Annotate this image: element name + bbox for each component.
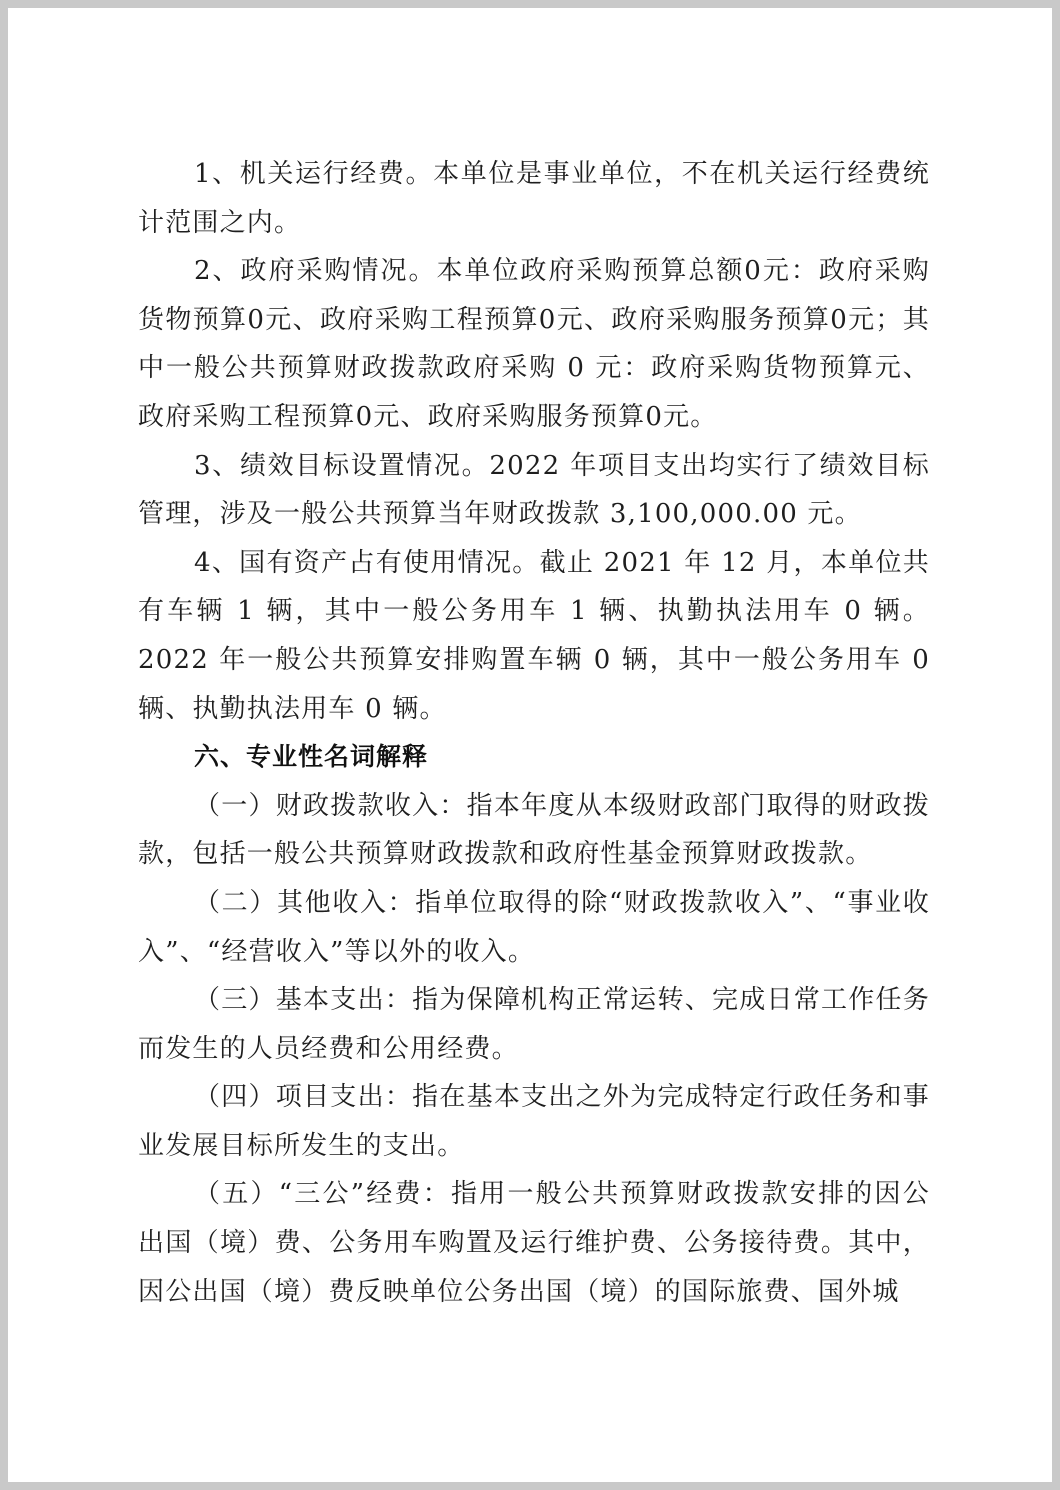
- paragraph-government-procurement: 2、政府采购情况。本单位政府采购预算总额0元：政府采购货物预算0元、政府采购工程预算0元、政府采购服务预算0元；其中一般公共预算财政拨款政府采购 0 元：政府采购货物预算元、政府采购工程预算0元、政府采购服务预算0元。: [138, 256, 930, 432]
- definition-other-income: （二）其他收入：指单位取得的除“财政拨款收入”、“事业收入”、“经营收入”等以外的收入。: [138, 887, 930, 967]
- paragraph-performance-targets: 3、绩效目标设置情况。2022 年项目支出均实行了绩效目标管理，涉及一般公共预算当年财政拨款 3,100,000.00 元。: [138, 450, 930, 530]
- paragraph-state-assets: 4、国有资产占有使用情况。截止 2021 年 12 月，本单位共有车辆 1 辆，其中一般公务用车 1 辆、执勤执法用车 0 辆。2022 年一般公共预算安排购置车辆 0 辆，其中一般公务用车 0 辆、执勤执法用车 0 辆。: [138, 547, 930, 724]
- document-page: [8, 8, 1052, 1482]
- definition-project-expenditure: （四）项目支出：指在基本支出之外为完成特定行政任务和事业发展目标所发生的支出。: [138, 1082, 930, 1161]
- section-heading: 六、专业性名词解释: [194, 742, 429, 772]
- definition-basic-expenditure: （三）基本支出：指为保障机构正常运转、完成日常工作任务而发生的人员经费和公用经费。: [138, 985, 930, 1064]
- definition-fiscal-appropriation-income: （一）财政拨款收入：指本年度从本级财政部门取得的财政拨款，包括一般公共预算财政拨款和政府性基金预算财政拨款。: [138, 790, 930, 870]
- definition-three-public-expenses: （五）“三公”经费：指用一般公共预算财政拨款安排的因公出国（境）费、公务用车购置及运行维护费、公务接待费。其中，因公出国（境）费反映单位公务出国（境）的国际旅费、国外城: [138, 1179, 930, 1307]
- paragraph-office-operating-expenses: 1、机关运行经费。本单位是事业单位，不在机关运行经费统计范围之内。: [138, 159, 930, 238]
- document-body: [138, 150, 930, 1316]
